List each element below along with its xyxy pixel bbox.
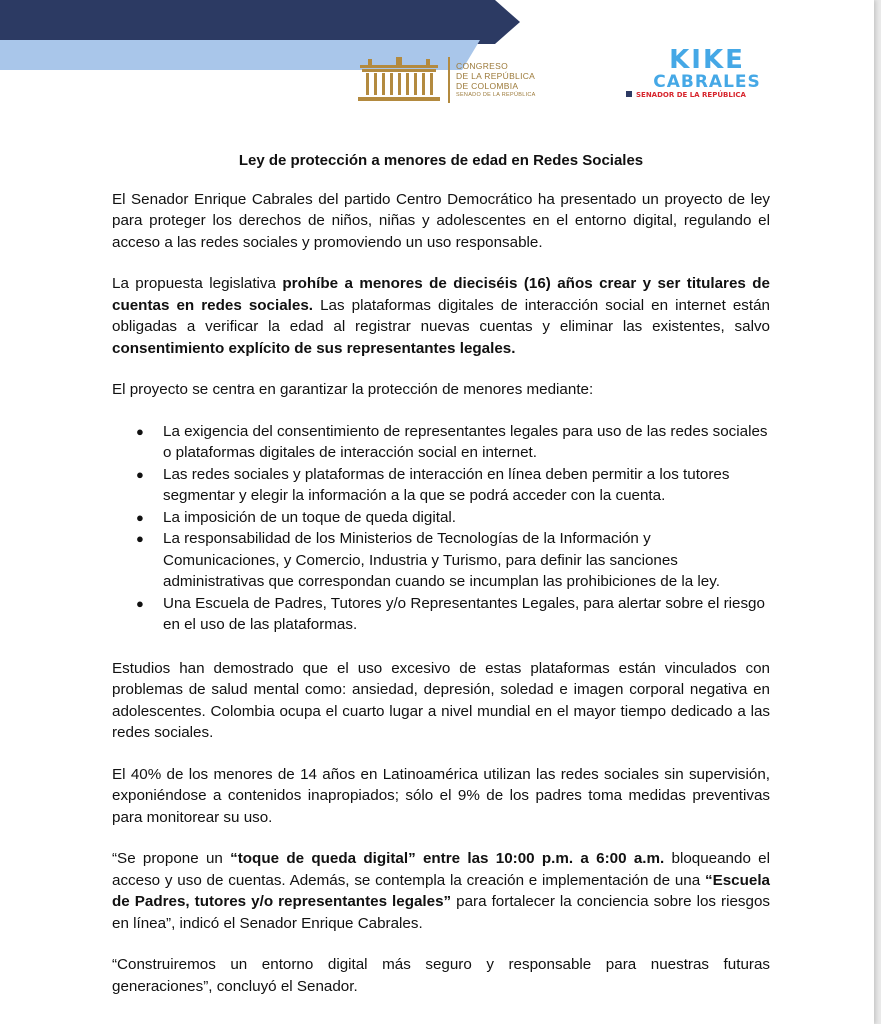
list-item bbox=[136, 507, 770, 529]
list-item bbox=[136, 464, 770, 507]
p6-text-e: para fortalecer la conciencia sobre los riesgos en línea”, indicó el Senador Enrique Cabrales. bbox=[112, 893, 770, 932]
kike-logo-line2: CABRALES bbox=[653, 72, 761, 92]
p2-bold-d: consentimiento explícito de sus representantes legales. bbox=[112, 339, 516, 357]
congreso-line4: SENADO DE LA REPÚBLICA bbox=[456, 92, 536, 98]
p2-bold-b: prohíbe a menores de dieciséis (16) años crear y ser titulares de cuentas en redes sociales. bbox=[112, 275, 770, 314]
paragraph-quote-proposal bbox=[112, 848, 770, 934]
list-item-text: La responsabilidad de los Ministerios de Tecnologías de la Información y Comunicaciones, y Comercio, Industria y Turismo, para definir las sanciones administrativas que correspondan cuando se incumplan las prohibiciones de la ley. bbox=[163, 530, 720, 590]
list-item bbox=[136, 528, 770, 593]
measures-list bbox=[112, 421, 770, 636]
paragraph-quote-closing: “Construiremos un entorno digital más seguro y responsable para nuestras futuras generaciones”, concluyó el Senador. bbox=[112, 956, 770, 995]
bullet-icon: ● bbox=[136, 509, 144, 525]
p6-text-c: bloqueando el acceso y uso de cuentas. Además, se contempla la creación e implementación de una bbox=[112, 850, 771, 889]
document-title: Ley de protección a menores de edad en Redes Sociales bbox=[238, 152, 644, 169]
p2-text-a: La propuesta legislativa bbox=[112, 275, 283, 292]
paragraph-studies: Estudios han demostrado que el uso excesivo de estas plataformas están vinculados con problemas de salud mental como: ansiedad, depresión, soledad e imagen corporal negativa en adolescentes. Colombia ocupa el cuarto lugar a nivel mundial en el mayor tiempo dedicado a las redes sociales. bbox=[112, 659, 770, 741]
paragraph-focus: El proyecto se centra en garantizar la protección de menores mediante: bbox=[112, 381, 594, 398]
congreso-line3: DE COLOMBIA bbox=[456, 81, 519, 91]
list-item-text: La imposición de un toque de queda digital. bbox=[163, 508, 456, 526]
bullet-icon: ● bbox=[136, 595, 144, 611]
p2-text-c: Las plataformas digitales de interacción social en internet están obligadas a verificar la edad al registrar nuevas cuentas y eliminar las existentes, salvo bbox=[112, 296, 771, 335]
kike-logo-line1: KIKE bbox=[669, 46, 745, 75]
congreso-line2: DE LA REPÚBLICA bbox=[456, 71, 536, 81]
kike-cabrales-logo bbox=[622, 46, 792, 102]
bullet-icon: ● bbox=[136, 531, 144, 546]
header-banner-dark bbox=[0, 0, 520, 44]
congreso-line1: CONGRESO bbox=[456, 61, 508, 71]
paragraph-proposal bbox=[112, 273, 770, 359]
list-item bbox=[136, 421, 770, 464]
list-item-text: Una Escuela de Padres, Tutores y/o Representantes Legales, para alertar sobre el riesgo en el uso de las plataformas. bbox=[163, 594, 765, 633]
paragraph-intro: El Senador Enrique Cabrales del partido Centro Democrático ha presentado un proyecto de ley para proteger los derechos de niños, niñas y adolescentes en el entorno digital, regulando el acceso a las redes sociales y promoviendo un uso responsable. bbox=[112, 190, 770, 251]
kike-logo-line3: SENADOR DE LA REPÚBLICA bbox=[636, 91, 746, 99]
list-item-text: Las redes sociales y plataformas de interacción en línea deben permitir a los tutores segmentar y elegir la información a la que se podrá acceder con la cuenta. bbox=[163, 465, 730, 504]
congreso-logo bbox=[358, 56, 558, 104]
paragraph-statistics: El 40% de los menores de 14 años en Latinoamérica utilizan las redes sociales sin supervisión, exponiéndose a contenidos inapropiados; sólo el 9% de los padres toma medidas preventivas para monitorear su uso. bbox=[112, 765, 770, 826]
p6-text-a: “Se propone un bbox=[112, 850, 231, 867]
congreso-logo-text bbox=[448, 57, 536, 103]
p6-bold-b: “toque de queda digital” entre las 10:00 p.m. a 6:00 a.m. bbox=[230, 850, 665, 867]
bullet-icon: ● bbox=[136, 466, 144, 482]
p6-bold-d: “Escuela de Padres, tutores y/o representantes legales” bbox=[112, 871, 770, 910]
bullet-icon: ● bbox=[136, 423, 144, 439]
capitol-building-icon bbox=[358, 57, 440, 103]
list-item-text: La exigencia del consentimiento de representantes legales para uso de las redes sociales o plataformas digitales de interacción social en internet. bbox=[163, 422, 768, 461]
document-body bbox=[112, 150, 770, 1017]
list-item bbox=[136, 593, 770, 636]
flag-icon bbox=[626, 91, 632, 97]
